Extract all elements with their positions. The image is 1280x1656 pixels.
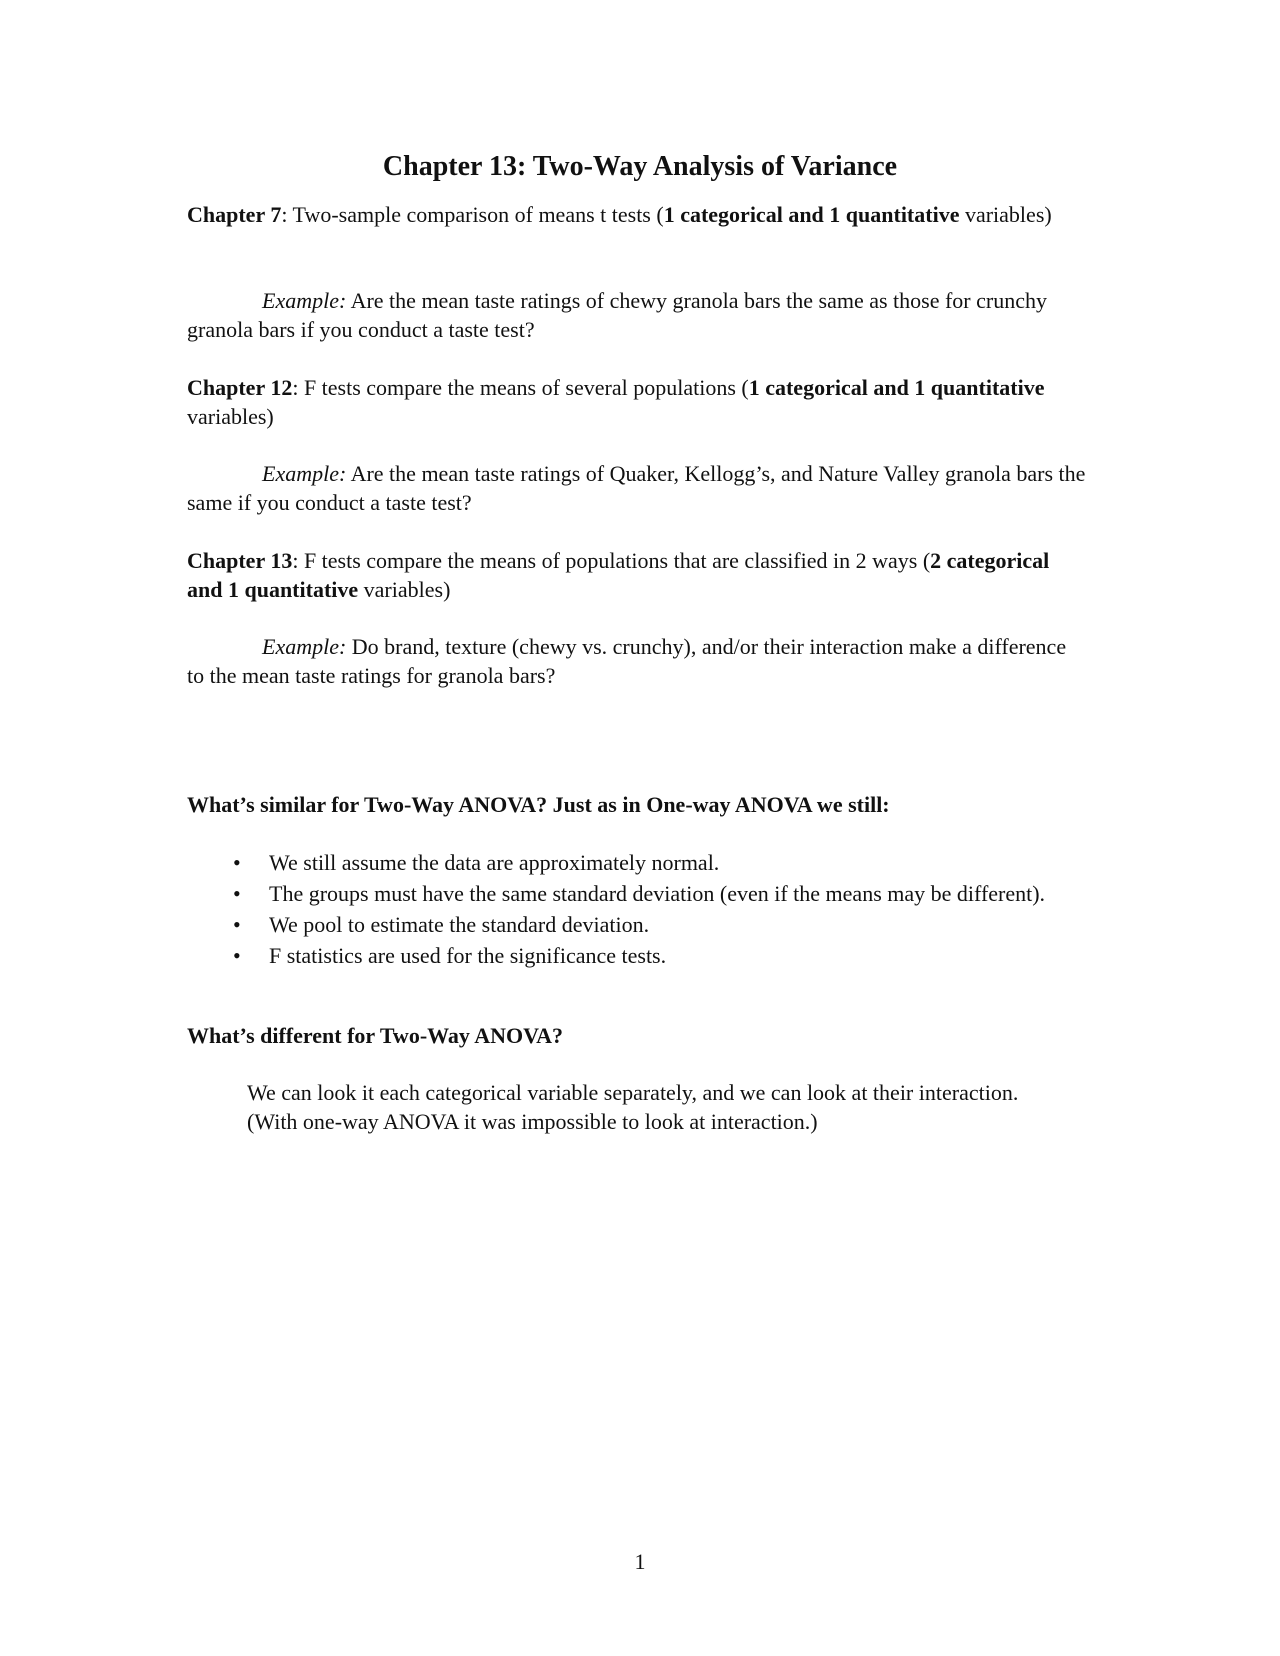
page-title: Chapter 13: Two-Way Analysis of Variance <box>382 151 898 182</box>
example-3-text: Do brand, texture (chewy vs. crunchy), and/or their interaction make a difference to the mean taste ratings for granola bars? <box>187 634 1067 688</box>
chapter-12-tail: variables) <box>187 404 274 429</box>
chapter-7-variables: 1 categorical and 1 quantitative <box>663 202 960 227</box>
bullet-icon: • <box>233 881 241 906</box>
chapter-12-variables: 1 categorical and 1 quantitative <box>748 375 1045 400</box>
page-number: 1 <box>634 1549 646 1574</box>
chapter-13-tail: variables) <box>358 577 451 602</box>
example-2-label: Example: <box>262 461 347 486</box>
bullet-icon: • <box>233 850 241 875</box>
chapter-13-text: : F tests compare the means of populations that are classified in 2 ways ( <box>292 548 931 573</box>
list-item: • We still assume the data are approximately normal. <box>233 850 720 875</box>
example-1-paragraph <box>187 286 1087 344</box>
example-3-paragraph <box>187 632 1087 690</box>
different-paragraph: We can look it each categorical variable separately, and we can look at their interaction. (With one-way ANOVA it was impossible to look at interaction.) <box>247 1080 1019 1134</box>
bullet-icon: • <box>233 912 241 937</box>
list-item: • F statistics are used for the significance tests. <box>233 943 667 968</box>
chapter-12-text: : F tests compare the means of several populations ( <box>292 375 749 400</box>
example-2-paragraph <box>187 459 1087 517</box>
list-item: • We pool to estimate the standard deviation. <box>233 912 650 937</box>
chapter-7-paragraph <box>187 200 1087 229</box>
chapter-13-variables: 2 categorical and 1 quantitative <box>187 548 1050 602</box>
chapter-7-label: Chapter 7 <box>187 202 282 227</box>
similar-heading: What’s similar for Two-Way ANOVA? Just as in One-way ANOVA we still: <box>187 792 890 817</box>
chapter-13-label: Chapter 13 <box>187 548 293 573</box>
example-1-text: Are the mean taste ratings of chewy granola bars the same as those for crunchy granola bars if you conduct a taste test? <box>187 288 1047 342</box>
example-1-label: Example: <box>262 288 347 313</box>
bullet-icon: • <box>233 943 241 968</box>
chapter-13-paragraph <box>187 546 1087 604</box>
chapter-7-text: : Two-sample comparison of means t tests ( <box>281 202 664 227</box>
different-heading: What’s different for Two-Way ANOVA? <box>187 1023 564 1048</box>
chapter-7-tail: variables) <box>959 202 1052 227</box>
similar-bullet-list <box>227 848 1067 972</box>
example-2-text: Are the mean taste ratings of Quaker, Kellogg’s, and Nature Valley granola bars the same if you conduct a taste test? <box>187 461 1086 515</box>
chapter-12-paragraph <box>187 373 1087 431</box>
chapter-12-label: Chapter 12 <box>187 375 293 400</box>
example-3-label: Example: <box>262 634 347 659</box>
list-item: • The groups must have the same standard deviation (even if the means may be different). <box>233 881 1046 906</box>
